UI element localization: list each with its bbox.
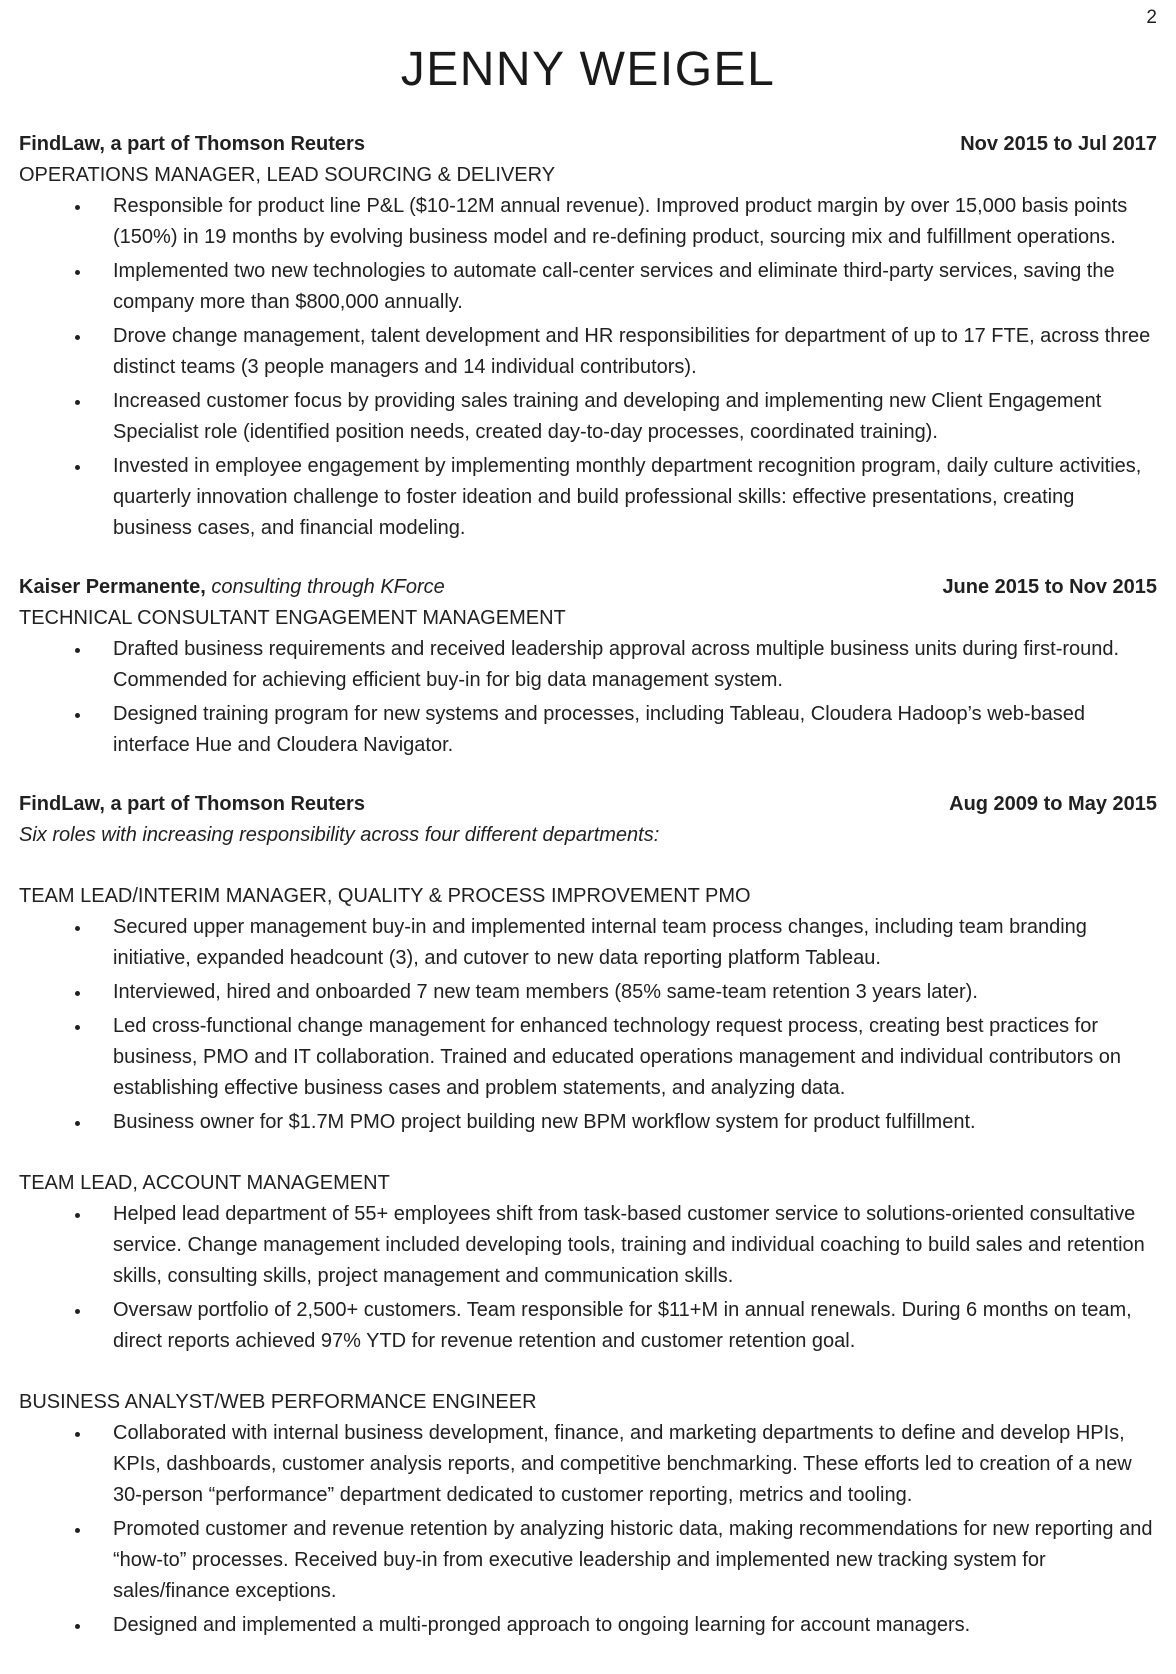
job-dates: June 2015 to Nov 2015 [942,576,1157,599]
bullet-item: • Led cross-functional change management for enhanced technology request process, creating best practices for business, PMO and IT collaboration. Trained and educated operations management and individual contributors on establishing effective business cases and problem statements, and analyzing data. [91,1011,1157,1104]
bullet-item: • Helped lead department of 55+ employees shift from task-based customer service to solutions-oriented consultative service. Change management included developing tools, training and individual coaching to build sales and retention skills, consulting skills, project management and communication skills. [91,1199,1157,1292]
bullet-list [19,634,1157,761]
job-dates: Aug 2009 to May 2015 [949,793,1157,816]
job-section-findlaw-2015 [19,129,1157,544]
bullet-list [19,191,1157,544]
bullet-item: • Secured upper management buy-in and implemented internal team process changes, including team branding initiative, expanded headcount (3), and cutover to new data reporting platform Tableau. [91,912,1157,974]
subsection-account-management [19,1168,1157,1357]
job-intro-note: Six roles with increasing responsibility across four different departments: [19,824,660,847]
job-section-findlaw-2009 [19,789,1157,1641]
bullet-item: • Promoted customer and revenue retention by analyzing historic data, making recommendations for new reporting and “how-to” processes. Received buy-in from executive leadership and implemented new tracking system for sales/finance exceptions. [91,1514,1157,1607]
subsection-quality-pmo [19,881,1157,1138]
job-header [19,129,1157,160]
job-section-kaiser [19,572,1157,761]
job-header [19,572,1157,603]
bullet-list [19,912,1157,1138]
bullet-item: • Designed training program for new systems and processes, including Tableau, Cloudera Hadoop’s web-based interface Hue and Cloudera Navigator. [91,699,1157,761]
job-title: OPERATIONS MANAGER, LEAD SOURCING & DELIVERY [19,164,556,187]
company-note: consulting through KForce [211,576,445,599]
job-title: BUSINESS ANALYST/WEB PERFORMANCE ENGINEER [19,1391,537,1414]
bullet-item: • Responsible for product line P&L ($10-12M annual revenue). Improved product margin by over 15,000 basis points (150%) in 19 months by evolving business model and re-defining product, sourcing mix and fulfillment operations. [91,191,1157,253]
subsection-business-analyst [19,1387,1157,1641]
company-name: FindLaw, a part of Thomson Reuters [19,133,365,156]
bullet-item: • Business owner for $1.7M PMO project building new BPM workflow system for product fulfillment. [91,1107,1157,1138]
company-name: FindLaw, a part of Thomson Reuters [19,793,365,816]
company-group [19,789,365,820]
bullet-item: • Interviewed, hired and onboarded 7 new team members (85% same-team retention 3 years later). [91,977,1157,1008]
bullet-item: • Drafted business requirements and received leadership approval across multiple business units during first-round. Commended for achieving efficient buy-in for big data management system. [91,634,1157,696]
company-group [19,129,365,160]
page-number: 2 [1146,7,1157,28]
job-title: TEAM LEAD, ACCOUNT MANAGEMENT [19,1172,390,1195]
resume-title: JENNY WEIGEL [400,42,776,96]
bullet-item: • Drove change management, talent development and HR responsibilities for department of up to 17 FTE, across three distinct teams (3 people managers and 14 individual contributors). [91,321,1157,383]
job-dates: Nov 2015 to Jul 2017 [960,133,1157,156]
bullet-item: • Oversaw portfolio of 2,500+ customers. Team responsible for $11+M in annual renewals. During 6 months on team, direct reports achieved 97% YTD for revenue retention and customer retention goal. [91,1295,1157,1357]
job-title: TECHNICAL CONSULTANT ENGAGEMENT MANAGEMENT [19,607,566,630]
bullet-list [19,1418,1157,1641]
job-title: TEAM LEAD/INTERIM MANAGER, QUALITY & PROCESS IMPROVEMENT PMO [19,885,751,908]
company-group [19,572,445,603]
job-header [19,789,1157,820]
bullet-item: • Invested in employee engagement by implementing monthly department recognition program, daily culture activities, quarterly innovation challenge to foster ideation and build professional skills: effective presentations, creating business cases, and financial modeling. [91,451,1157,544]
company-name: Kaiser Permanente, [19,576,206,599]
bullet-item: • Increased customer focus by providing sales training and developing and implementing new Client Engagement Specialist role (identified position needs, created day-to-day processes, coordinated training). [91,386,1157,448]
bullet-list [19,1199,1157,1357]
bullet-item: • Designed and implemented a multi-pronged approach to ongoing learning for account managers. [91,1610,1157,1641]
bullet-item: • Collaborated with internal business development, finance, and marketing departments to define and develop HPIs, KPIs, dashboards, customer analysis reports, and competitive benchmarking. These efforts led to creation of a new 30-person “performance” department dedicated to customer reporting, metrics and tooling. [91,1418,1157,1511]
bullet-item: • Implemented two new technologies to automate call-center services and eliminate third-party services, saving the company more than $800,000 annually. [91,256,1157,318]
